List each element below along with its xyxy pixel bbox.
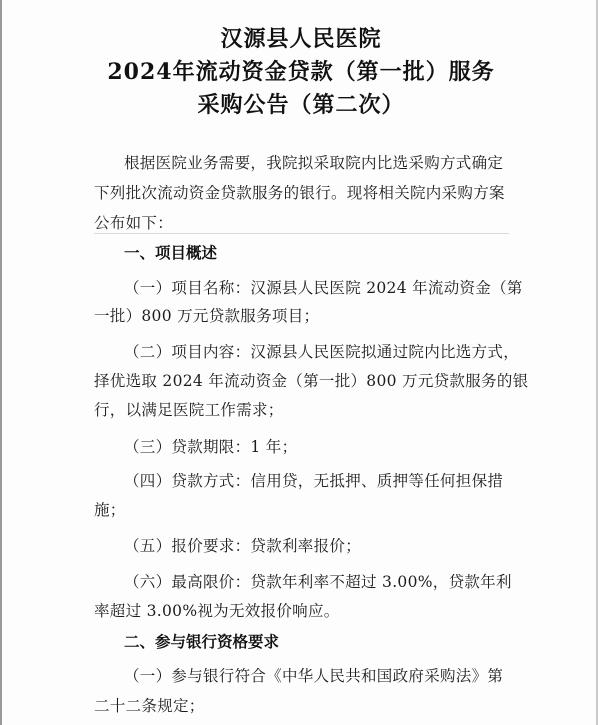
item-1-1-line-1: （一）项目名称：汉源县人民医院 2024 年流动资金（第 <box>124 279 523 297</box>
item-1-3: （三）贷款期限：1 年； <box>124 438 298 456</box>
divider <box>94 233 509 234</box>
item-2-1-line-2: 二十二条规定； <box>94 697 205 715</box>
section-2-heading: 二、参与银行资格要求 <box>124 633 280 651</box>
item-1-2-line-1: （二）项目内容：汉源县人民医院拟通过院内比选方式， <box>124 343 520 361</box>
document-title-line-2: 2024年流动资金贷款（第一批）服务 <box>107 59 495 85</box>
item-1-6-line-1: （六）最高限价：贷款年利率不超过 3.00%，贷款年利 <box>124 573 512 591</box>
section-1-heading: 一、项目概述 <box>124 244 218 262</box>
item-1-4-line-1: （四）贷款方式：信用贷，无抵押、质押等任何担保措 <box>124 472 504 490</box>
intro-line-2: 下列批次流动资金贷款服务的银行。现将相关院内采购方案 <box>94 184 505 202</box>
intro-line-3: 公布如下： <box>94 214 174 232</box>
item-1-4-line-2: 施； <box>94 501 126 519</box>
document-title-line-1: 汉源县人民医院 <box>220 26 382 52</box>
item-1-5: （五）报价要求：贷款利率报价； <box>124 537 362 555</box>
item-2-1-line-1: （一）参与银行符合《中华人民共和国政府采购法》第 <box>124 667 504 685</box>
item-1-2-line-2: 择优选取 2024 年流动资金（第一批）800 万元贷款服务的银 <box>94 372 529 390</box>
document-title-line-3: 采购公告（第二次） <box>197 92 405 118</box>
item-1-1-line-2: 一批）800 万元贷款服务项目； <box>94 307 320 325</box>
intro-line-1: 根据医院业务需要，我院拟采取院内比选采购方式确定 <box>124 154 504 172</box>
item-1-6-line-2: 率超过 3.00%视为无效报价响应。 <box>94 602 340 620</box>
item-1-2-line-3: 行，以满足医院工作需求； <box>94 401 284 419</box>
